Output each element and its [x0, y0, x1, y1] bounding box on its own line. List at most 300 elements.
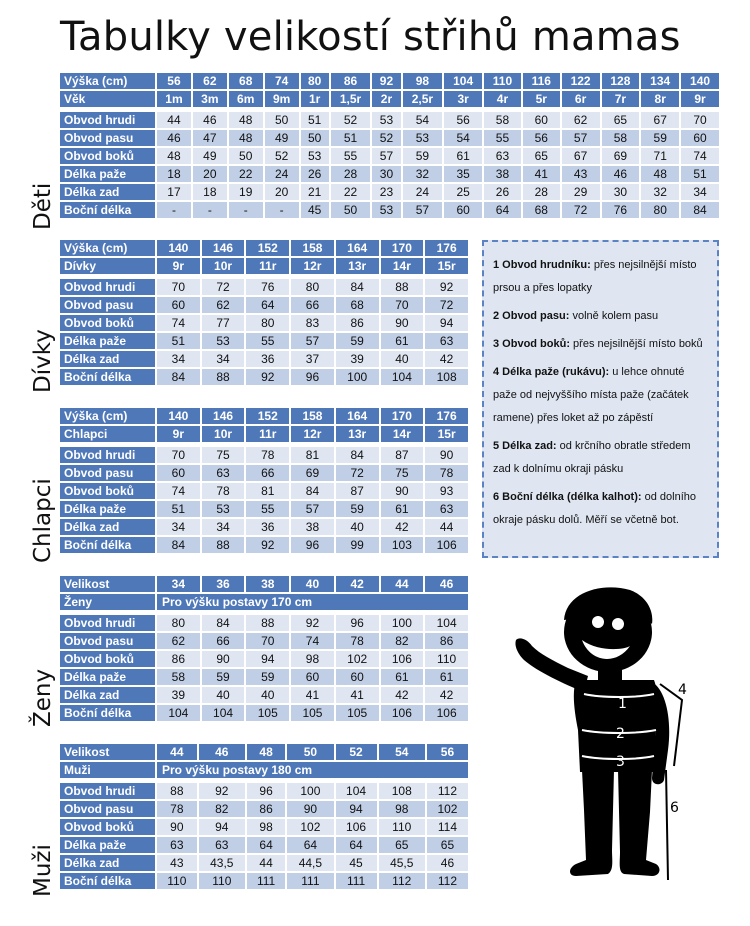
table-cell: 77 [202, 315, 245, 331]
table-cell: 78 [336, 633, 379, 649]
table-row [60, 855, 468, 871]
table-cell: 110 [425, 651, 468, 667]
table-cell: 53 [403, 130, 443, 146]
header-cell: 86 [331, 73, 371, 89]
subheader-cell: 1m [157, 91, 191, 107]
subheader-label: Dívky [60, 258, 155, 274]
table-cell: 62 [157, 633, 200, 649]
header-cell: 170 [381, 240, 424, 256]
table-cell: 52 [265, 148, 299, 164]
table-cell: 23 [372, 184, 400, 200]
table-cell: 43 [562, 166, 600, 182]
table-cell: 55 [484, 130, 521, 146]
table-cell: 62 [562, 112, 600, 128]
legend-term: 5 Délka zad: [493, 440, 557, 452]
row-label: Délka paže [60, 669, 155, 685]
subheader-label: Věk [60, 91, 155, 107]
section-label-zeny: Ženy [30, 668, 56, 727]
table-cell: 104 [425, 615, 468, 631]
table-row [60, 369, 468, 385]
table-cell: 86 [157, 651, 200, 667]
table-cell: 63 [425, 333, 468, 349]
table-row [60, 483, 468, 499]
table-cell: 61 [444, 148, 482, 164]
table-cell: 90 [287, 801, 333, 817]
header-cell: 158 [291, 240, 334, 256]
row-label: Obvod hrudi [60, 783, 155, 799]
table-cell: 100 [381, 615, 424, 631]
subheader-cell: 11r [246, 258, 289, 274]
legend-item [493, 361, 709, 430]
header-cell: 40 [291, 576, 334, 592]
row-label: Obvod hrudi [60, 112, 155, 128]
subheader-cell: 15r [425, 426, 468, 442]
table-cell: 100 [287, 783, 333, 799]
page-title: Tabulky velikostí střihů mamas [60, 14, 681, 60]
row-label: Délka zad [60, 519, 155, 535]
table-cell: 30 [372, 166, 400, 182]
table-cell: 51 [157, 333, 200, 349]
table-cell: 94 [199, 819, 245, 835]
subheader-cell: 9m [265, 91, 299, 107]
table-cell: 51 [681, 166, 719, 182]
table-row [60, 501, 468, 517]
header-cell: 140 [681, 73, 719, 89]
figure-right-leg [618, 770, 659, 876]
table-cell: 80 [157, 615, 200, 631]
table-cell: 49 [193, 148, 227, 164]
subheader-cell: 3m [193, 91, 227, 107]
row-label: Obvod pasu [60, 297, 155, 313]
table-cell: 51 [157, 501, 200, 517]
header-cell: 36 [202, 576, 245, 592]
table-cell: 84 [681, 202, 719, 218]
table-cell: 92 [246, 369, 289, 385]
table-cell: 67 [641, 112, 679, 128]
table-cell: 60 [157, 297, 200, 313]
table-cell: 65 [523, 148, 560, 164]
table-cell: 105 [336, 705, 379, 721]
header-cell: 56 [157, 73, 191, 89]
section-label-divky: Dívky [30, 329, 56, 393]
subheader-cell: 9r [681, 91, 719, 107]
size-table-muzi [58, 742, 470, 891]
table-cell: 99 [336, 537, 379, 553]
table-cell: 50 [265, 112, 299, 128]
table-cell: 104 [157, 705, 200, 721]
table-cell: 40 [381, 351, 424, 367]
table-cell: 80 [246, 315, 289, 331]
table-row [60, 519, 468, 535]
table-cell: 94 [425, 315, 468, 331]
table-cell: 50 [301, 130, 329, 146]
header-cell: 164 [336, 408, 379, 424]
table-cell: 110 [157, 873, 197, 889]
legend-item [493, 305, 709, 328]
table-cell: 43 [157, 855, 197, 871]
table-cell: 39 [157, 687, 200, 703]
table-cell: 34 [157, 351, 200, 367]
row-label: Délka paže [60, 837, 155, 853]
table-cell: 72 [562, 202, 600, 218]
subheader-cell: 13r [336, 426, 379, 442]
table-cell: 70 [246, 633, 289, 649]
table-cell: 64 [287, 837, 333, 853]
row-label: Obvod pasu [60, 465, 155, 481]
table-cell: 104 [336, 783, 377, 799]
table-cell: 84 [202, 615, 245, 631]
table-cell: 41 [291, 687, 334, 703]
table-cell: 111 [336, 873, 377, 889]
table-cell: 32 [403, 166, 443, 182]
header-cell: 56 [427, 744, 468, 760]
table-cell: 87 [381, 447, 424, 463]
legend-text: od krčního obratle středem zad k dolnímu okraji pásku [493, 440, 691, 475]
table-cell: 64 [484, 202, 521, 218]
table-cell: 46 [602, 166, 640, 182]
legend-text: volně kolem pasu [569, 310, 659, 322]
table-cell: 36 [246, 351, 289, 367]
row-label: Délka zad [60, 351, 155, 367]
table-row [60, 279, 468, 295]
table-cell: 100 [336, 369, 379, 385]
table-cell: 45 [301, 202, 329, 218]
subheader-label: Muži [60, 762, 155, 778]
table-cell: 62 [202, 297, 245, 313]
table-cell: 51 [331, 130, 371, 146]
table-cell: 55 [331, 148, 371, 164]
table-cell: 84 [336, 447, 379, 463]
table-cell: 88 [202, 369, 245, 385]
table-cell: 58 [602, 130, 640, 146]
table-cell: 104 [381, 369, 424, 385]
header-cell: 110 [484, 73, 521, 89]
table-cell: 24 [265, 166, 299, 182]
table-cell: 61 [425, 669, 468, 685]
header-cell: 104 [444, 73, 482, 89]
subheader-cell: 8r [641, 91, 679, 107]
subheader-cell: 14r [381, 258, 424, 274]
table-cell: 108 [379, 783, 425, 799]
table-cell: 90 [202, 651, 245, 667]
table-subheader-row [60, 258, 468, 274]
table-cell: 104 [202, 705, 245, 721]
table-cell: 41 [523, 166, 560, 182]
table-cell: 52 [331, 112, 371, 128]
legend-term: 3 Obvod boků: [493, 338, 570, 350]
table-cell: 94 [336, 801, 377, 817]
table-cell: 112 [427, 783, 468, 799]
table-cell: 44 [157, 112, 191, 128]
table-cell: 90 [381, 315, 424, 331]
table-cell: 54 [403, 112, 443, 128]
header-cell: 44 [381, 576, 424, 592]
table-cell: 70 [381, 297, 424, 313]
table-cell: 48 [641, 166, 679, 182]
table-cell: 112 [379, 873, 425, 889]
size-table-zeny [58, 574, 470, 723]
table-cell: 86 [247, 801, 285, 817]
table-cell: 98 [291, 651, 334, 667]
table-row [60, 537, 468, 553]
header-cell: 122 [562, 73, 600, 89]
subheader-cell: 13r [336, 258, 379, 274]
row-label: Obvod pasu [60, 633, 155, 649]
table-subheader-row [60, 426, 468, 442]
row-label: Obvod hrudi [60, 279, 155, 295]
table-cell: 75 [381, 465, 424, 481]
figure-mark-2: 2 [616, 726, 625, 742]
table-cell: 84 [291, 483, 334, 499]
table-cell: 88 [157, 783, 197, 799]
table-cell: 63 [157, 837, 197, 853]
table-cell: 76 [246, 279, 289, 295]
table-cell: 44 [425, 519, 468, 535]
table-cell: 98 [379, 801, 425, 817]
table-cell: 81 [291, 447, 334, 463]
table-cell: 78 [425, 465, 468, 481]
subheader-cell: 3r [444, 91, 482, 107]
table-cell: 34 [202, 519, 245, 535]
table-row [60, 166, 719, 182]
header-cell: 44 [157, 744, 197, 760]
table-cell: - [265, 202, 299, 218]
table-cell: 96 [247, 783, 285, 799]
table-cell: 63 [484, 148, 521, 164]
row-label: Boční délka [60, 537, 155, 553]
legend-text: přes nejsilnější místo boků [570, 338, 703, 350]
table-cell: 25 [444, 184, 482, 200]
table-cell: 57 [291, 333, 334, 349]
table-cell: 114 [427, 819, 468, 835]
table-cell: 65 [379, 837, 425, 853]
table-subheader-row [60, 762, 468, 778]
table-cell: 59 [336, 333, 379, 349]
subheader-cell: 2,5r [403, 91, 443, 107]
table-cell: 32 [641, 184, 679, 200]
legend-item [493, 486, 709, 532]
table-cell: 84 [157, 369, 200, 385]
table-cell: 61 [381, 333, 424, 349]
table-cell: 72 [425, 297, 468, 313]
table-cell: 50 [331, 202, 371, 218]
table-cell: 46 [193, 112, 227, 128]
table-cell: 105 [291, 705, 334, 721]
table-cell: 110 [199, 873, 245, 889]
table-cell: 66 [202, 633, 245, 649]
table-cell: 40 [246, 687, 289, 703]
header-cell: 140 [157, 240, 200, 256]
table-row [60, 184, 719, 200]
table-cell: 59 [641, 130, 679, 146]
header-cell: 80 [301, 73, 329, 89]
row-label: Obvod hrudi [60, 447, 155, 463]
table-row [60, 447, 468, 463]
table-cell: 20 [193, 166, 227, 182]
table-cell: 65 [427, 837, 468, 853]
table-cell: 57 [403, 202, 443, 218]
row-label: Délka paže [60, 501, 155, 517]
size-table-chlapci [58, 406, 470, 555]
header-cell: 54 [379, 744, 425, 760]
table-cell: 70 [681, 112, 719, 128]
table-cell: 111 [287, 873, 333, 889]
table-cell: 47 [193, 130, 227, 146]
header-label: Výška (cm) [60, 408, 155, 424]
table-cell: 59 [336, 501, 379, 517]
table-header-row [60, 408, 468, 424]
subheader-cell: 6m [229, 91, 263, 107]
table-row [60, 615, 468, 631]
table-cell: 50 [229, 148, 263, 164]
header-cell: 116 [523, 73, 560, 89]
subheader-cell: 10r [202, 258, 245, 274]
table-cell: 90 [157, 819, 197, 835]
subheader-label: Ženy [60, 594, 155, 610]
table-row [60, 351, 468, 367]
table-row [60, 297, 468, 313]
subheader-cell: 4r [484, 91, 521, 107]
legend-text: přes nejsilnější místo prsou a přes lopatky [493, 259, 697, 294]
table-row [60, 202, 719, 218]
table-row [60, 801, 468, 817]
table-cell: 51 [301, 112, 329, 128]
table-row [60, 669, 468, 685]
table-cell: 86 [336, 315, 379, 331]
table-cell: 108 [425, 369, 468, 385]
table-cell: 96 [336, 615, 379, 631]
table-cell: 21 [301, 184, 329, 200]
table-cell: 61 [381, 501, 424, 517]
table-cell: 59 [403, 148, 443, 164]
table-cell: 60 [523, 112, 560, 128]
table-cell: - [157, 202, 191, 218]
header-cell: 50 [287, 744, 333, 760]
legend-term: 4 Délka paže (rukávu): [493, 366, 610, 378]
header-cell: 38 [246, 576, 289, 592]
table-cell: 90 [425, 447, 468, 463]
table-cell: 40 [202, 687, 245, 703]
subheader-cell: 2r [372, 91, 400, 107]
table-cell: 63 [202, 465, 245, 481]
table-cell: 28 [331, 166, 371, 182]
table-cell: 53 [202, 333, 245, 349]
table-row [60, 705, 468, 721]
table-cell: 48 [229, 112, 263, 128]
table-cell: 71 [641, 148, 679, 164]
table-cell: 75 [202, 447, 245, 463]
header-cell: 170 [381, 408, 424, 424]
table-cell: 102 [336, 651, 379, 667]
subheader-cell: 1r [301, 91, 329, 107]
table-cell: 88 [246, 615, 289, 631]
table-cell: 60 [336, 669, 379, 685]
table-cell: 35 [444, 166, 482, 182]
row-label: Boční délka [60, 873, 155, 889]
table-row [60, 783, 468, 799]
table-cell: 44 [247, 855, 285, 871]
row-label: Obvod pasu [60, 801, 155, 817]
table-cell: 60 [681, 130, 719, 146]
table-row [60, 148, 719, 164]
table-cell: 88 [381, 279, 424, 295]
table-cell: 87 [336, 483, 379, 499]
table-cell: 67 [562, 148, 600, 164]
measurement-figure-illustration [506, 580, 726, 890]
header-cell: 176 [425, 408, 468, 424]
table-cell: 102 [287, 819, 333, 835]
header-cell: 34 [157, 576, 200, 592]
table-cell: 60 [291, 669, 334, 685]
header-cell: 176 [425, 240, 468, 256]
table-cell: 92 [246, 537, 289, 553]
header-cell: 140 [157, 408, 200, 424]
header-cell: 146 [202, 408, 245, 424]
header-cell: 146 [202, 240, 245, 256]
table-header-row [60, 240, 468, 256]
table-row [60, 633, 468, 649]
figure-mark-1: 1 [618, 696, 627, 712]
table-cell: 106 [336, 819, 377, 835]
table-cell: 69 [602, 148, 640, 164]
table-cell: 63 [425, 501, 468, 517]
header-cell: 42 [336, 576, 379, 592]
table-cell: 61 [381, 669, 424, 685]
table-cell: 53 [372, 112, 400, 128]
table-cell: 24 [403, 184, 443, 200]
row-label: Obvod boků [60, 148, 155, 164]
table-cell: 92 [291, 615, 334, 631]
table-cell: 80 [641, 202, 679, 218]
header-cell: 46 [425, 576, 468, 592]
table-cell: 42 [381, 519, 424, 535]
table-row [60, 333, 468, 349]
table-cell: 92 [199, 783, 245, 799]
row-label: Obvod boků [60, 819, 155, 835]
section-label-muzi: Muži [30, 844, 56, 897]
subheader-note: Pro výšku postavy 170 cm [157, 594, 468, 610]
table-cell: 74 [157, 483, 200, 499]
table-cell: 81 [246, 483, 289, 499]
legend-text: u lehce ohnuté paže od nejvyššího místa paže (začátek ramene) přes loket až po zápěstí [493, 366, 689, 424]
table-cell: 39 [336, 351, 379, 367]
table-cell: 29 [562, 184, 600, 200]
table-cell: 42 [425, 351, 468, 367]
table-cell: 18 [157, 166, 191, 182]
subheader-cell: 15r [425, 258, 468, 274]
table-cell: 66 [246, 465, 289, 481]
table-cell: 83 [291, 315, 334, 331]
subheader-cell: 12r [291, 426, 334, 442]
table-cell: 26 [301, 166, 329, 182]
table-cell: 78 [202, 483, 245, 499]
table-cell: 59 [202, 669, 245, 685]
table-cell: 70 [157, 447, 200, 463]
header-cell: 134 [641, 73, 679, 89]
table-cell: 52 [372, 130, 400, 146]
table-cell: 84 [336, 279, 379, 295]
section-label-chlapci: Chlapci [30, 478, 56, 563]
table-cell: 56 [444, 112, 482, 128]
table-cell: 57 [372, 148, 400, 164]
table-cell: - [193, 202, 227, 218]
table-row [60, 112, 719, 128]
row-label: Obvod pasu [60, 130, 155, 146]
table-cell: 98 [247, 819, 285, 835]
table-subheader-row [60, 594, 468, 610]
subheader-note: Pro výšku postavy 180 cm [157, 762, 468, 778]
table-row [60, 315, 468, 331]
